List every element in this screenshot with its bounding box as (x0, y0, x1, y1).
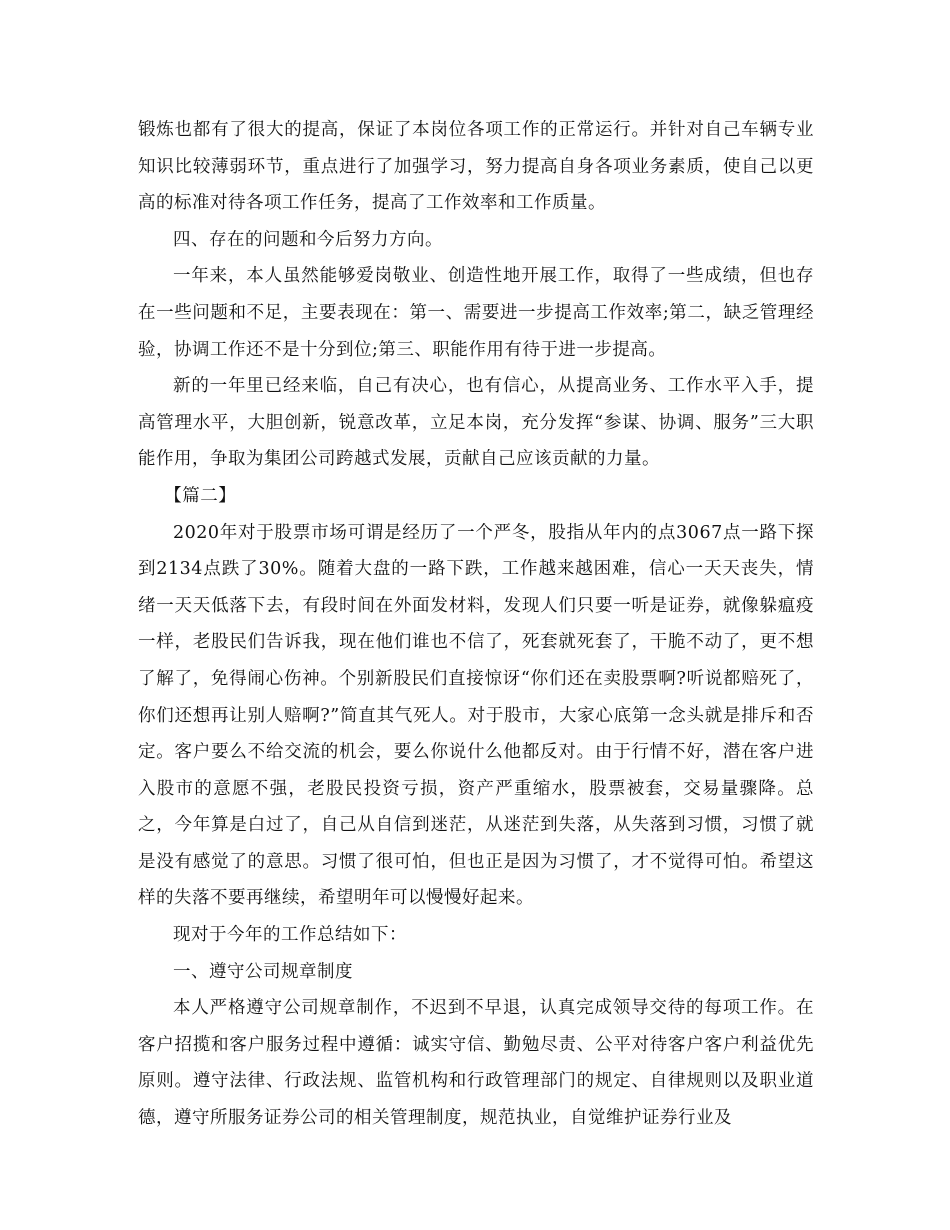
part-two-heading: 【篇二】 (164, 485, 237, 506)
section-heading-problems: 四、存在的问题和今后努力方向。 (173, 229, 443, 250)
section-heading-rules: 一、遵守公司规章制度 (173, 961, 353, 982)
document-body (138, 112, 814, 1137)
paragraph-summary-intro: 现对于今年的工作总结如下： (173, 925, 407, 946)
paragraph-shortcomings: 一年来，本人虽然能够爱岗敬业、创造性地开展工作，取得了一些成绩，但也存在一些问题和不足，主要表现在：第一、需要进一步提高工作效率;第二，缺乏管理经验，协调工作还不是十分到位;第三、职能作用有待于进一步提高。 (138, 266, 814, 360)
paragraph-continuation: 锻炼也都有了很大的提高，保证了本岗位各项工作的正常运行。并针对自己车辆专业知识比较薄弱环节，重点进行了加强学习，努力提高自身各项业务素质，使自己以更高的标准对待各项工作任务，提高了工作效率和工作质量。 (138, 120, 814, 214)
paragraph-new-year: 新的一年里已经来临，自己有决心，也有信心，从提高业务、工作水平入手，提高管理水平，大胆创新，锐意改革，立足本岗，充分发挥“参谋、协调、服务”三大职能作用，争取为集团公司跨越式发展，贡献自己应该贡献的力量。 (138, 376, 814, 470)
paragraph-compliance: 本人严格遵守公司规章制作，不迟到不早退，认真完成领导交待的每项工作。在客户招揽和客户服务过程中遵循：诚实守信、勤勉尽责、公平对待客户客户利益优先原则。遵守法律、行政法规、监管机构和行政管理部门的规定、自律规则以及职业道德，遵守所服务证券公司的相关管理制度，规范执业，自觉维护证券行业及 (138, 998, 814, 1129)
paragraph-stock-market: 2020年对于股票市场可谓是经历了一个严冬，股指从年内的点3067点一路下探到2134点跌了30%。随着大盘的一路下跌，工作越来越困难，信心一天天丧失，情绪一天天低落下去，有段时间在外面发材料，发现人们只要一听是证券，就像躲瘟疫一样，老股民们告诉我，现在他们谁也不信了，死套就死套了，干脆不动了，更不想了解了，免得闹心伤神。个别新股民们直接惊讶“你们还在卖股票啊?听说都赔死了，你们还想再让别人赔啊?”简直其气死人。对于股市，大家心底第一念头就是排斥和否定。客户要么不给交流的机会，要么你说什么他都反对。由于行情不好，潜在客户进入股市的意愿不强，老股民投资亏损，资产严重缩水，股票被套，交易量骤降。总之，今年算是白过了，自己从自信到迷茫，从迷茫到失落，从失落到习惯，习惯了就是没有感觉了的意思。习惯了很可怕，但也正是因为习惯了，才不觉得可怕。希望这样的失落不要再继续，希望明年可以慢慢好起来。 (138, 522, 814, 909)
